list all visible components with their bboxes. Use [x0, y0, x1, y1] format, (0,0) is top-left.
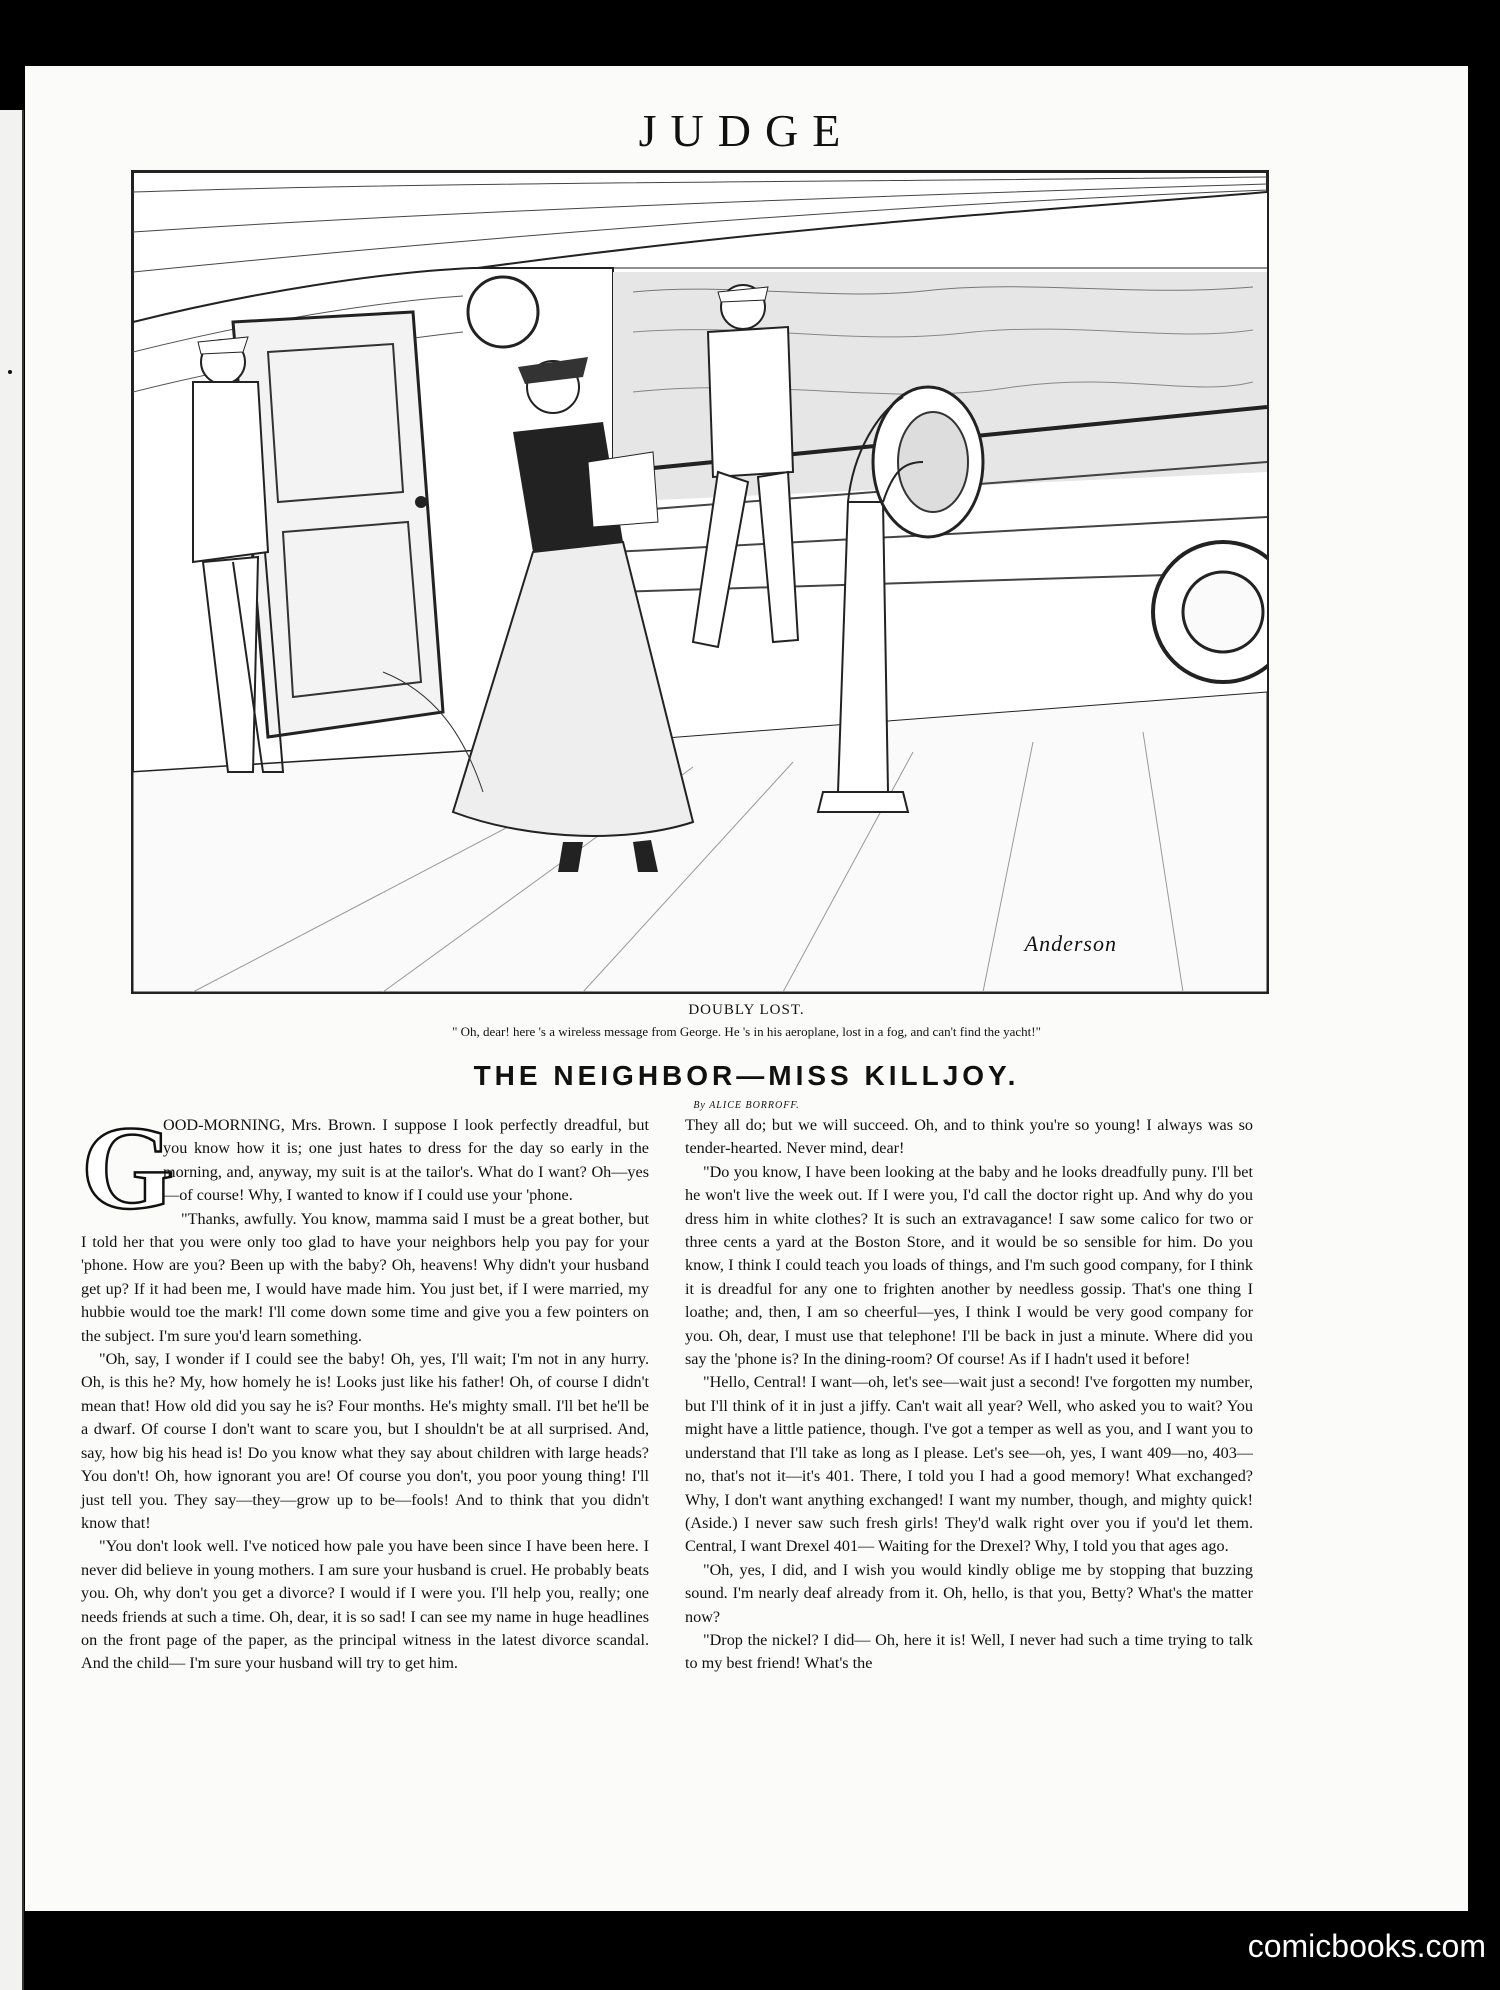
- article-paragraph: "Do you know, I have been looking at the baby and he looks dreadfully puny. I'll bet he won't live the week out. If I were you, I'd call the doctor right up. And why do you dress him in white clothes? It is such an extravagance! I saw some calico for two or three cents a yard at the Boston Store, and it would be so sensible for him. Do you know, I think I could teach you loads of things, and I'm such good company, for I think it is dreadful for any one to frighten another by needless gossip. That's one thing I loathe; and, then, I am so cheerful—yes, I think I would be very good company for you. Oh, dear, I must use that telephone! I'll be back in just a minute. Where did you say the 'phone is? In the dining-room? Of course! As if I hadn't used it before!: [685, 1162, 1253, 1369]
- article-paragraph: "Drop the nickel? I did— Oh, here it is! Well, I never had such a time trying to talk to my best friend! What's the: [685, 1630, 1253, 1673]
- cartoon-caption-title: DOUBLY LOST.: [688, 1002, 805, 1018]
- magazine-page: [25, 66, 1468, 1911]
- article-paragraph: "Hello, Central! I want—oh, let's see—wait just a second! I've forgotten my number, but I'll think of it in just a jiffy. Can't wait all year? Well, who asked you to wait? You might have a little patience, though. I've got a temper as well as you, and I want you to understand that I'll take as long as I please. Let's see—oh, yes, I want 409—no, 403—no, that's not it—it's 401. There, I told you I had a good memory! What exchanged? Why, I don't want anything exchanged! I want my number, though, and mighty quick! (Aside.) I never saw such fresh girls! They'd walk right over you if you'd let them. Central, I want Drexel 401— Waiting for the Drexel? Why, I told you that ages ago.: [685, 1373, 1253, 1556]
- article-paragraph: "You don't look well. I've noticed how pale you have been since I have been here. I never did believe in young mothers. I am sure your husband is cruel. He probably beats you. Oh, why don't you get a divorce? I would if I were you. I'll help you, really; one needs friends at such a time. Oh, dear, it is so sad! I can see my name in huge headlines on the front page of the paper, as the principal witness in the latest divorce scandal. And the child— I'm sure your husband will try to get him.: [81, 1537, 649, 1673]
- article-title: THE NEIGHBOR—MISS KILLJOY.: [473, 1060, 1020, 1091]
- masthead: JUDGE: [638, 105, 855, 156]
- article-paragraph: "Oh, yes, I did, and I wish you would kindly oblige me by stopping that buzzing sound. I'm nearly deaf already from it. Oh, hello, is that you, Betty? What's the matter now?: [685, 1560, 1253, 1626]
- article-byline: By ALICE BORROFF.: [693, 1100, 800, 1111]
- article-paragraph: They all do; but we will succeed. Oh, and to think you're so young! I always was so tender-hearted. Never mind, dear!: [685, 1116, 1253, 1158]
- article-column-left: [81, 1101, 649, 1676]
- article-paragraph: "Oh, say, I wonder if I could see the baby! Oh, yes, I'll wait; I'm not in any hurry. Oh, is this he? My, how homely he is! Looks just like his father! Oh, of course I didn't mean that! How old did you say he is? Four months. He's mighty small. I'll bet he'll be a dwarf. Of course I don't want to scare you, but I shouldn't be at all surprised. And, say, how big his head is! Do you know what they say about children with large heads? You don't! Oh, how ignorant you are! Of course you don't, you poor young thing! I'll just tell you. They say—they—grow up to be—fools! And to think that you didn't know that!: [81, 1350, 649, 1532]
- article-paragraph: OOD-MORNING, Mrs. Brown. I suppose I look perfectly dreadful, but you know how it is; one just hates to dress for the day so early in the morning, and, anyway, my suit is at the tailor's. What do I want? Oh—yes—of course! Why, I wanted to know if I could use your 'phone.: [163, 1116, 649, 1205]
- ship-deck-drawing: [133, 172, 1267, 992]
- artist-signature: Anderson: [1024, 931, 1117, 956]
- article-column-right: [685, 1114, 1253, 1676]
- cartoon-caption-text: " Oh, dear! here 's a wireless message from George. He 's in his aeroplane, lost in a fog, and can't find the yacht!": [452, 1024, 1041, 1039]
- article-paragraph: "Thanks, awfully. You know, mamma said I must be a great bother, but I told her that you were only too glad to have your neighbors help you pay for your 'phone. How are you? Been up with the baby? Oh, heavens! Why didn't your husband get up? If it had been me, I would have made him. You just bet, if I were married, my hubbie would toe the mark! I'll come down some time and give you a few pointers on the subject. I'm sure you'd learn something.: [81, 1209, 649, 1345]
- adjacent-page-edge: [0, 110, 24, 1990]
- cartoon-illustration: [131, 170, 1269, 994]
- watermark: comicbooks.com: [1247, 1928, 1486, 1964]
- scan-speck: [8, 370, 12, 374]
- drop-cap: G: [81, 1101, 175, 1234]
